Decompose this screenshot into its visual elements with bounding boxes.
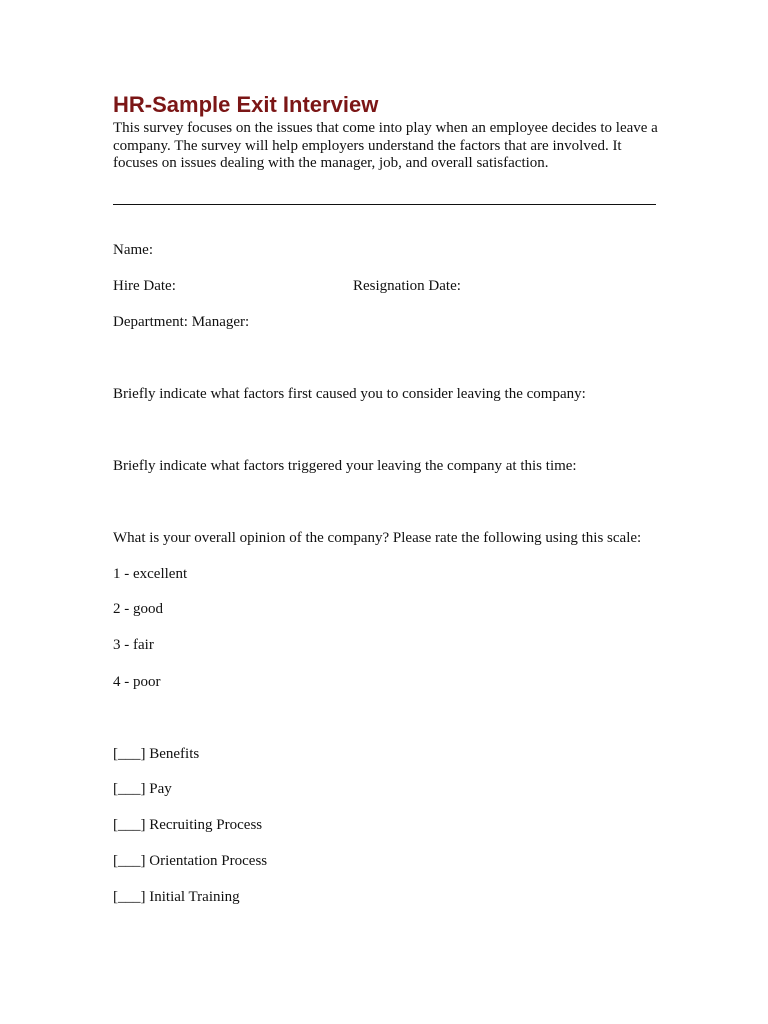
question-triggered-factors: Briefly indicate what factors triggered your leaving the company at this time: [113,458,577,474]
rating-item-recruiting-process: [___] Recruiting Process [113,817,263,833]
intro-paragraph: This survey focuses on the issues that come into play when an employee decides to leave a company. The survey will help employers understand the factors that are involved. It focuses on issues dealing with the manager, job, and overall satisfaction. [113,120,658,171]
scale-item-fair: 3 - fair [113,637,154,653]
rating-item-pay: [___] Pay [113,781,172,797]
horizontal-rule [113,204,656,205]
hire-date-label: Hire Date: [113,278,176,294]
question-overall-opinion: What is your overall opinion of the company? Please rate the following using this scale: [113,530,642,546]
document-title: HR-Sample Exit Interview [113,92,379,117]
question-first-factors: Briefly indicate what factors first caused you to consider leaving the company: [113,386,586,402]
resignation-date-label: Resignation Date: [353,278,461,294]
rating-item-orientation-process: [___] Orientation Process [113,853,268,869]
rating-item-benefits: [___] Benefits [113,746,200,762]
scale-item-excellent: 1 - excellent [113,566,188,582]
department-manager-label: Department: Manager: [113,314,250,330]
name-field-label: Name: [113,242,153,258]
scale-item-poor: 4 - poor [113,674,161,690]
rating-item-initial-training: [___] Initial Training [113,889,240,905]
scale-item-good: 2 - good [113,601,163,617]
